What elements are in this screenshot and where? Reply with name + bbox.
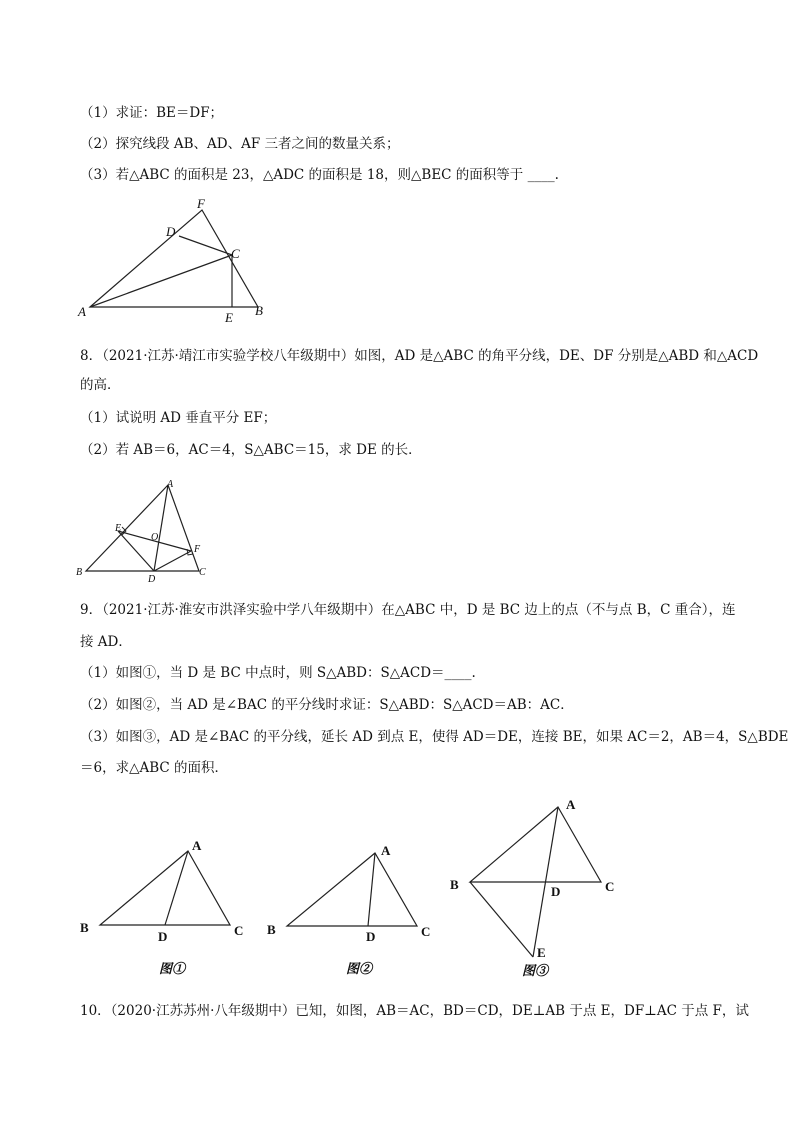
q8-stem-line2: 的高． (80, 377, 121, 393)
q7-part1: （1）求证：BE＝DF； (80, 105, 224, 121)
q9-part2: （2）如图②，当 AD 是∠BAC 的平分线时求证：S△ABD：S△ACD＝AB：AC． (80, 697, 574, 713)
q9-stem-line2: 接 AD． (80, 634, 132, 650)
q9-fig3-label-a: A (566, 797, 576, 812)
q9-part3-line2: ＝6，求△ABC 的面积． (80, 760, 229, 776)
q9-fig2-label-c: C (421, 924, 431, 939)
q8-segment-df (154, 551, 191, 571)
q7-part2: （2）探究线段 AB、AD、AF 三者之间的数量关系； (80, 136, 400, 152)
q7-segment-dc (179, 236, 232, 255)
q9-part3-line1: （3）如图③，AD 是∠BAC 的平分线，延长 AD 到点 E，使得 AD＝DE，连接 BE，如果 AC＝2，AB＝4，S△BDE (80, 729, 789, 745)
q9-fig2-caption: 图② (346, 961, 373, 976)
q9-fig3-segment-be (470, 882, 533, 957)
q9-fig2-label-d: D (366, 929, 376, 944)
q9-fig1-triangle (100, 851, 230, 925)
q9-fig2-label-a: A (381, 843, 391, 858)
q9-figure-1 (75, 835, 255, 980)
q9-stem-line1: 9．（2021·江苏·淮安市洪泽实验中学八年级期中）在△ABC 中，D 是 BC 边上的点（不与点 B，C 重合），连 (80, 602, 736, 618)
q10-stem-line1: 10．（2020·江苏苏州·八年级期中）已知，如图，AB＝AC，BD＝CD，DE⊥AB 于点 E，DF⊥AC 于点 F，试 (80, 1003, 749, 1019)
q8-segment-ed (118, 531, 154, 571)
q9-fig2-label-b: B (267, 922, 276, 937)
q8-label-e: E (115, 523, 122, 534)
q9-fig1-label-a: A (192, 838, 202, 853)
q7-segment-ac (90, 255, 232, 307)
q7-part3: （3）若△ABC 的面积是 23，△ADC 的面积是 18，则△BEC 的面积等于 ____. (80, 167, 559, 183)
q9-fig1-label-d: D (158, 929, 168, 944)
q9-fig3-label-c: C (605, 879, 615, 894)
q9-fig1-segment-ad (165, 851, 188, 925)
q7-label-b: B (255, 303, 263, 318)
q7-label-c: C (231, 246, 240, 261)
q9-figure-2 (262, 835, 442, 980)
q8-stem-line1: 8．（2021·江苏·靖江市实验学校八年级期中）如图，AD 是△ABC 的角平分线，DE、DF 分别是△ABD 和△ACD (80, 348, 759, 364)
q7-label-e: E (225, 310, 233, 325)
q8-label-c: C (199, 567, 206, 578)
q9-fig2-triangle (287, 853, 417, 926)
q8-figure (70, 476, 215, 584)
q7-label-a: A (78, 304, 86, 319)
q8-label-o: O (151, 532, 159, 543)
q9-fig1-label-b: B (80, 920, 89, 935)
q9-part1: （1）如图①，当 D 是 BC 中点时，则 S△ABD：S△ACD＝____. (80, 665, 476, 681)
q8-label-b: B (76, 567, 83, 578)
q8-part1: （1）试说明 AD 垂直平分 EF； (80, 410, 277, 426)
q8-label-a: A (167, 479, 174, 490)
q7-label-f: F (197, 198, 205, 211)
q9-fig2-segment-ad (368, 853, 375, 926)
q9-fig3-label-d: D (551, 884, 561, 899)
q9-fig3-triangle-abc (470, 807, 601, 882)
q9-fig3-label-e: E (537, 945, 546, 960)
q9-fig3-caption: 图③ (522, 963, 549, 978)
q8-label-f: F (194, 544, 201, 555)
q7-label-d: D (166, 224, 176, 239)
q8-part2: （2）若 AB＝6，AC＝4，S△ABC＝15，求 DE 的长． (80, 442, 422, 458)
q9-fig1-label-c: C (234, 923, 244, 938)
q9-figure-3 (445, 795, 635, 985)
q8-label-d: D (148, 574, 156, 584)
q9-fig1-caption: 图① (159, 961, 186, 976)
q9-fig3-label-b: B (450, 877, 459, 892)
q7-figure (70, 198, 280, 328)
